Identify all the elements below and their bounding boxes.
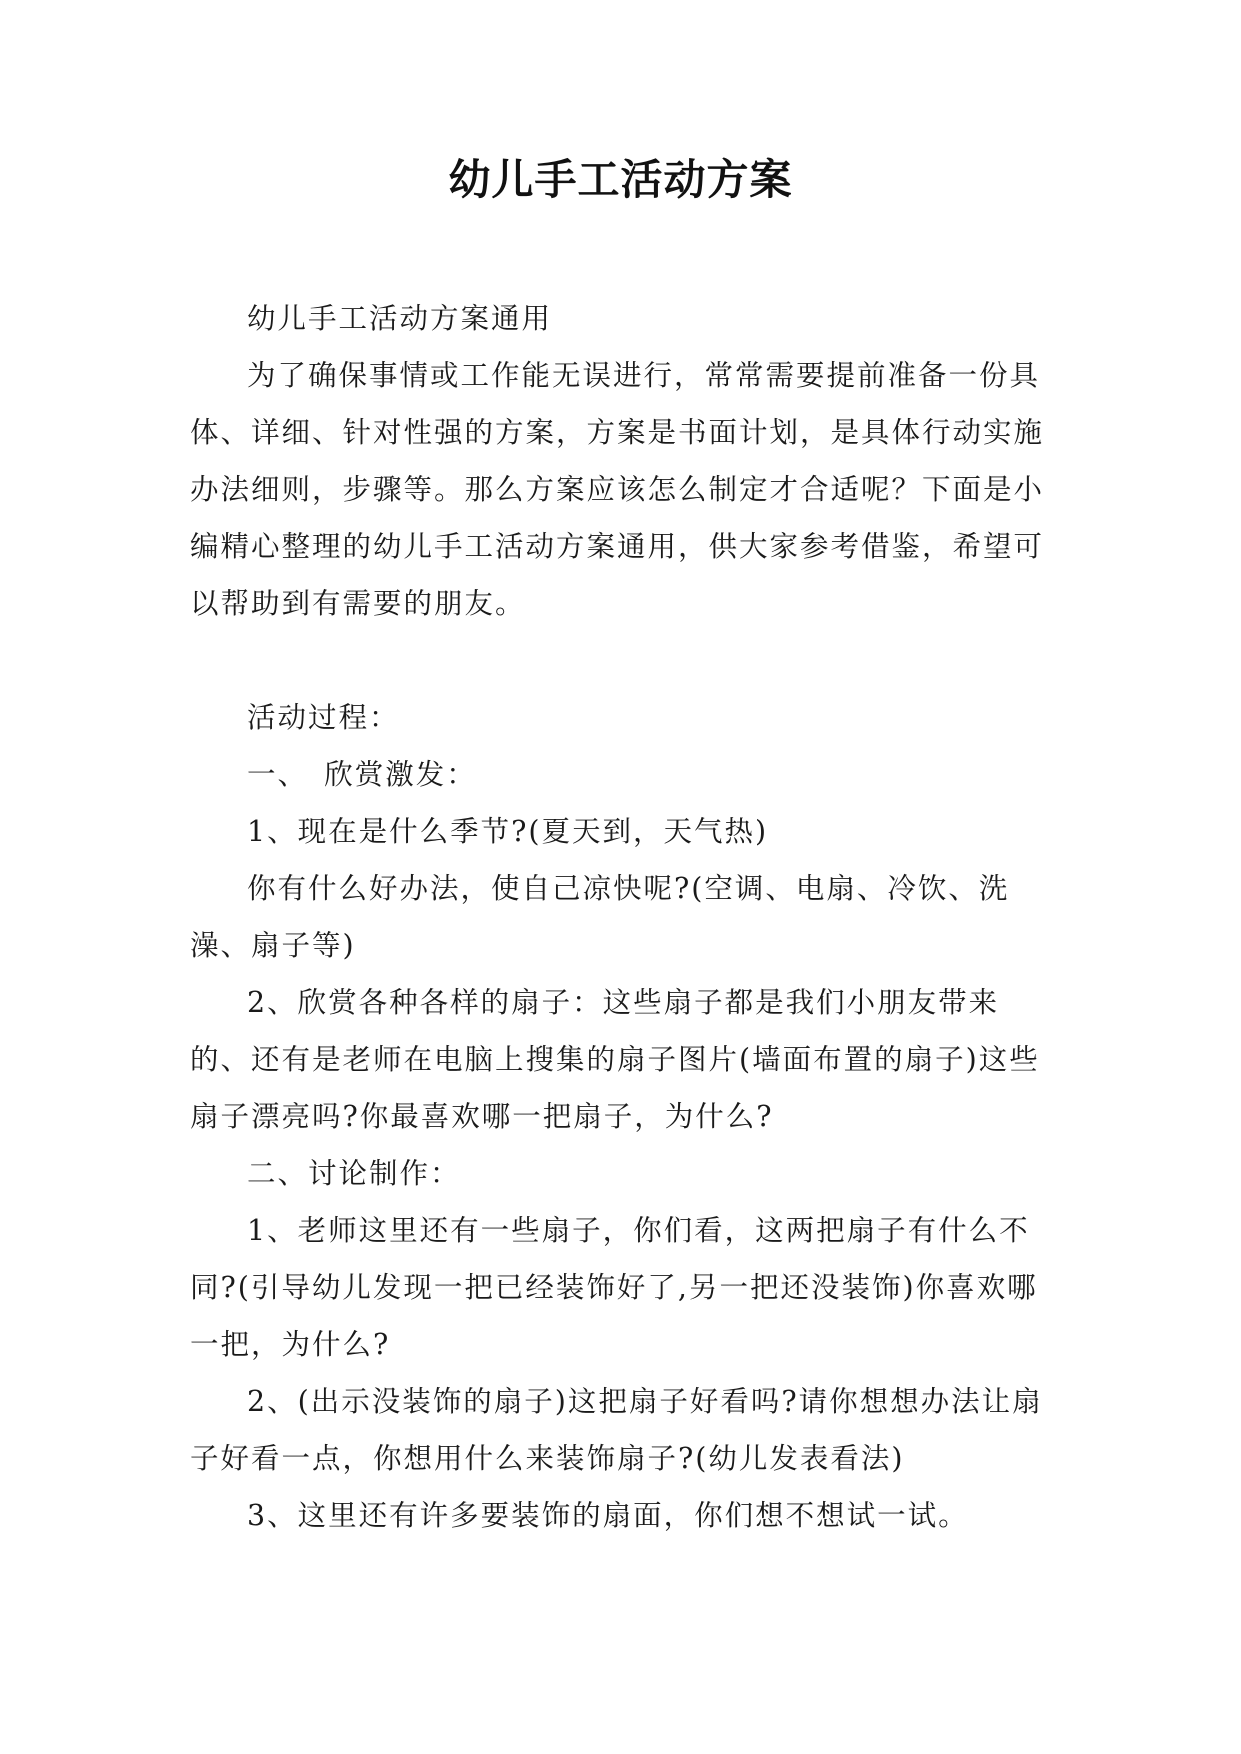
body-paragraph: 你有什么好办法，使自己凉快呢?(空调、电扇、冷饮、洗澡、扇子等) — [190, 872, 1010, 962]
section-heading-process: 活动过程： — [247, 701, 400, 734]
section-heading-appreciate: 一、 欣赏激发： — [247, 758, 477, 791]
step-paragraph: 2、(出示没装饰的扇子)这把扇子好看吗?请你想想办法让扇子好看一点，你想用什么来装饰扇子?(幼儿发表看法) — [190, 1385, 1043, 1475]
step-paragraph: 2、欣赏各种各样的扇子：这些扇子都是我们小朋友带来的、还有是老师在电脑上搜集的扇子图片(墙面布置的扇子)这些扇子漂亮吗?你最喜欢哪一把扇子，为什么? — [190, 986, 1040, 1133]
step-paragraph: 3、这里还有许多要装饰的扇面，你们想不想试一试。 — [247, 1499, 969, 1532]
step-paragraph: 1、现在是什么季节?(夏天到，天气热) — [247, 815, 769, 848]
intro-paragraph: 为了确保事情或工作能无误进行，常常需要提前准备一份具体、详细、针对性强的方案，方案是书面计划，是具体行动实施办法细则，步骤等。那么方案应该怎么制定才合适呢？下面是小编精心整理的幼儿手工活动方案通用，供大家参考借鉴，希望可以帮助到有需要的朋友。 — [190, 359, 1045, 620]
document-title: 幼儿手工活动方案 — [448, 155, 793, 204]
section-heading-discuss: 二、讨论制作： — [247, 1157, 461, 1190]
subtitle-paragraph: 幼儿手工活动方案通用 — [247, 302, 553, 335]
document-body — [190, 290, 1052, 1544]
step-paragraph: 1、老师这里还有一些扇子，你们看，这两把扇子有什么不同?(引导幼儿发现一把已经装饰好了,另一把还没装饰)你喜欢哪一把，为什么? — [190, 1214, 1038, 1361]
